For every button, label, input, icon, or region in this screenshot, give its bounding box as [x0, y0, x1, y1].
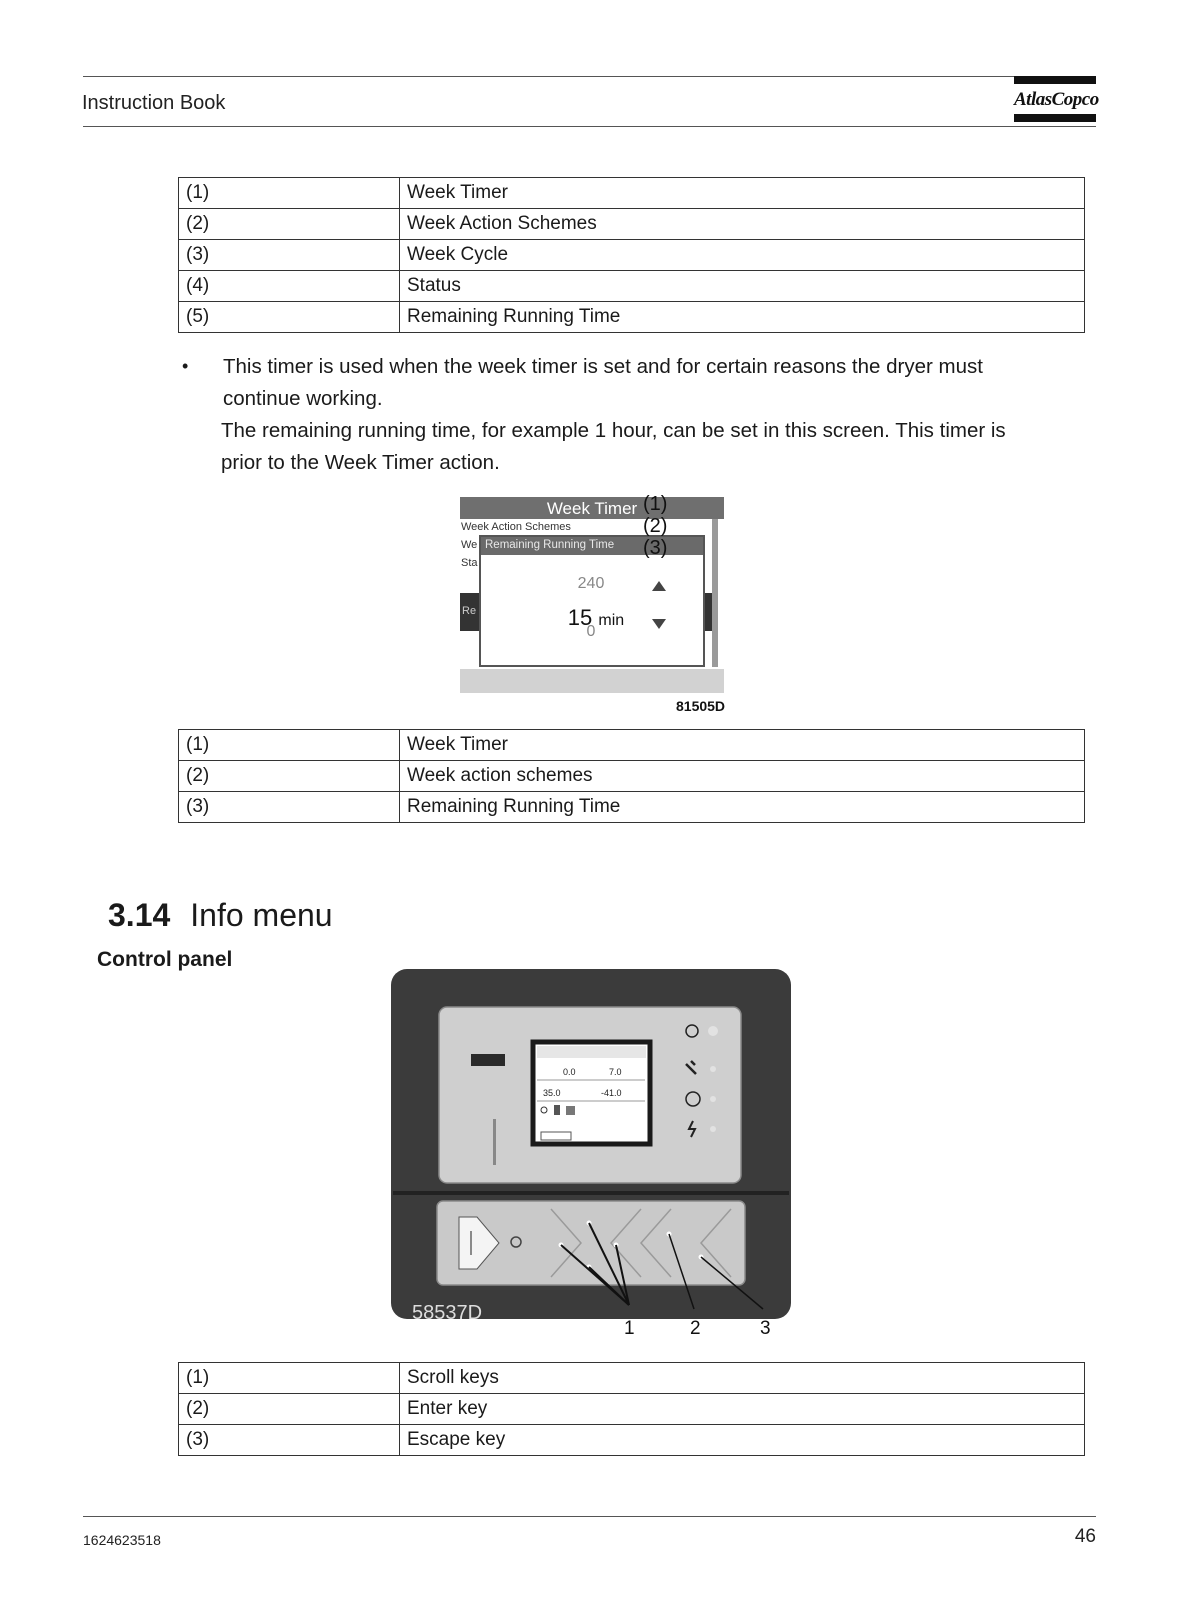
- svg-text:7.0: 7.0: [609, 1067, 622, 1077]
- section-heading: 3.14 Info menu: [108, 897, 333, 933]
- document-number: 1624623518: [83, 1532, 161, 1548]
- key-label-2: 2: [690, 1318, 701, 1339]
- bullet-marker: •: [182, 356, 189, 376]
- screen-title-bar: Week Timer: [460, 497, 724, 519]
- remaining-running-time-screen: Week Timer Week Action Schemes We Sta Re Remaining Running Time 240 15 min 0: [460, 497, 724, 693]
- key-label-3: 3: [760, 1318, 771, 1339]
- control-panel-figure: [391, 969, 791, 1323]
- remaining-time-popup: [479, 535, 705, 667]
- key-label-1: 1: [624, 1318, 635, 1339]
- value-max: 240: [577, 575, 605, 592]
- callout-1: (1): [643, 493, 668, 515]
- value-current: 15 min: [567, 605, 625, 630]
- callout-3: (3): [643, 537, 668, 559]
- table-row: (1) Week Timer: [179, 178, 1085, 209]
- header-top-rule: [83, 76, 1096, 77]
- footer-rule: [83, 1516, 1096, 1517]
- reference-table-2: [178, 729, 1085, 823]
- body-line-1: This timer is used when the week timer is set and for certain reasons the dryer must: [223, 355, 983, 378]
- body-line-2: continue working.: [223, 387, 383, 410]
- value-min: 0: [586, 623, 596, 640]
- table-row: (2) Week action schemes: [179, 761, 1085, 792]
- reference-table-3: [178, 1362, 1085, 1456]
- screen-row: We: [461, 539, 478, 551]
- svg-text:-41.0: -41.0: [601, 1088, 622, 1098]
- callout-2: (2): [643, 515, 668, 537]
- figure-1-caption: 81505D: [676, 698, 726, 714]
- body-line-3: The remaining running time, for example 1 hour, can be set in this screen. This timer is: [221, 419, 1006, 442]
- body-line-4: prior to the Week Timer action.: [221, 451, 500, 474]
- atlas-copco-logo: AtlasCopco: [1014, 76, 1096, 124]
- screen-row: Week Action Schemes: [461, 521, 571, 533]
- svg-text:35.0: 35.0: [543, 1088, 561, 1098]
- svg-text:0.0: 0.0: [563, 1067, 576, 1077]
- table-row: (3) Week Cycle: [179, 240, 1085, 271]
- arrow-down-icon: [651, 617, 667, 631]
- table-row: (4) Status: [179, 271, 1085, 302]
- popup-title: Remaining Running Time: [485, 539, 615, 551]
- screen-row: Sta: [461, 557, 478, 569]
- page-number: 46: [1074, 1526, 1096, 1547]
- table-row: (2) Week Action Schemes: [179, 209, 1085, 240]
- table-row: (2) Enter key: [179, 1394, 1085, 1425]
- table-row: (1) Scroll keys: [179, 1363, 1085, 1394]
- table-row: (5) Remaining Running Time: [179, 302, 1085, 333]
- scrollbar: [712, 519, 718, 667]
- figure-2-caption: 58537D: [412, 1302, 483, 1324]
- reference-table-1: [178, 177, 1085, 333]
- arrow-up-icon: [651, 579, 667, 593]
- header-bottom-rule: [83, 126, 1096, 127]
- table-row: (3) Escape key: [179, 1425, 1085, 1456]
- table-row: (3) Remaining Running Time: [179, 792, 1085, 823]
- table-row: (1) Week Timer: [179, 730, 1085, 761]
- control-panel-heading: Control panel: [97, 948, 233, 971]
- header-title: Instruction Book: [82, 92, 226, 114]
